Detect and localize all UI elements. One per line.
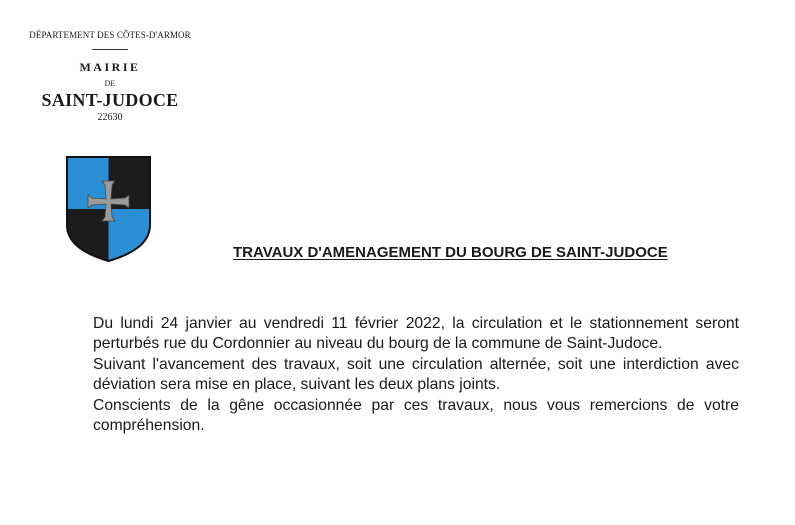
shield-quarter-blue-bottom	[109, 209, 154, 263]
notice-body	[93, 314, 739, 436]
commune-name: SAINT-JUDOCE	[41, 90, 179, 110]
notice-title: TRAVAUX D'AMENAGEMENT DU BOURG DE SAINT-JUDOCE	[233, 244, 668, 261]
paragraph-dates: Du lundi 24 janvier au vendredi 11 février 2022, la circulation et le stationnement seront perturbés rue du Cordonnier au niveau du bourg de la commune de Saint-Judoce.	[93, 315, 739, 353]
divider	[92, 49, 128, 50]
coat-of-arms-icon	[64, 155, 153, 263]
postcode: 22630	[97, 112, 123, 123]
mairie-label: MAIRIE	[79, 60, 141, 74]
shield-quarter-black-bottom	[64, 209, 109, 263]
paragraph-traffic: Suivant l'avancement des travaux, soit une circulation alternée, soit une interdiction avec déviation sera mise en place, suivant les deux plans joints.	[93, 355, 739, 394]
department-name: DÉPARTEMENT DES CÔTES-D'ARMOR	[29, 30, 191, 40]
de-label: DE	[104, 79, 116, 88]
paragraph-apology: Conscients de la gêne occasionnée par ces travaux, nous vous remercions de votre compréhension.	[93, 396, 739, 435]
letterhead	[20, 30, 200, 123]
